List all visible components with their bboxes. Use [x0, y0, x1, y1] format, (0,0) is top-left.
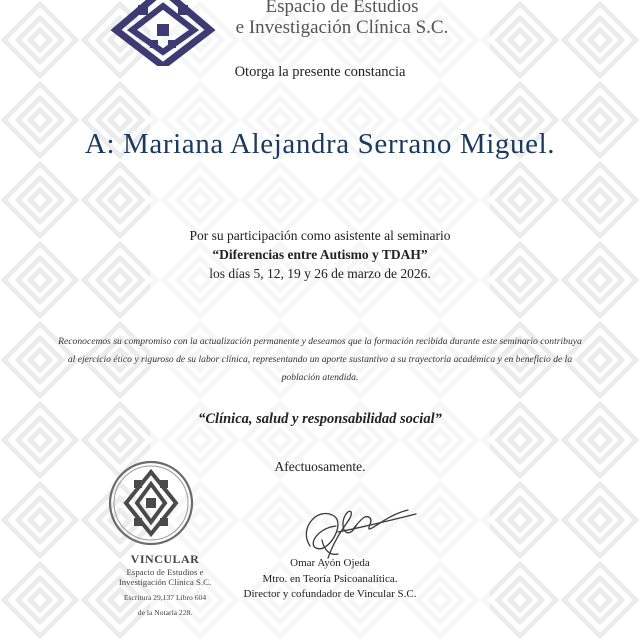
participation-line: Por su participación como asistente al seminario: [189, 228, 451, 243]
seminar-title: “Diferencias entre Autismo y TDAH”: [212, 247, 428, 262]
signatory-name: Omar Ayón Ojeda: [290, 557, 370, 569]
seal-registry-2: de la Notaría 228.: [137, 608, 193, 617]
signatory-block: [230, 556, 430, 603]
signatory-role: Director y cofundador de Vincular S.C.: [243, 588, 417, 600]
farewell-text: Afectuosamente.: [274, 459, 366, 474]
participation-block: [0, 226, 640, 283]
seal-line-1: Espacio de Estudios e: [126, 567, 204, 577]
seal-registry-1: Escritura 29,137 Libro 604: [123, 593, 207, 602]
acknowledgment-text: Reconocemos su compromiso con la actualización permanente y deseamos que la formación recibida durante este seminario contribuya al ejercicio ético y riguroso de su labor clínica, representando un aporte sustantivo a su trayectoria académica y en beneficio de la población atendida.: [58, 336, 582, 383]
dates-line: los días 5, 12, 19 y 26 de marzo de 2026.: [209, 266, 431, 281]
seal-name: VINCULAR: [130, 552, 200, 566]
seal-line-2: Investigación Clínica S.C.: [118, 577, 212, 587]
seal-stamp-icon: [106, 458, 196, 548]
signatory-degree: Mtro. en Teoría Psicoanalítica.: [262, 572, 398, 585]
motto: “Clínica, salud y responsabilidad social”: [198, 411, 442, 427]
org-title-line-1: Espacio de Estudios: [265, 0, 419, 17]
recipient-name: A: Mariana Alejandra Serrano Miguel.: [84, 128, 556, 160]
vincular-logo-icon: [108, 0, 218, 66]
grants-text: Otorga la presente constancia: [234, 64, 406, 80]
org-title-line-2: e Investigación Clínica S.C.: [235, 17, 449, 38]
seal-text: [90, 552, 240, 617]
organization-title: [222, 0, 462, 38]
